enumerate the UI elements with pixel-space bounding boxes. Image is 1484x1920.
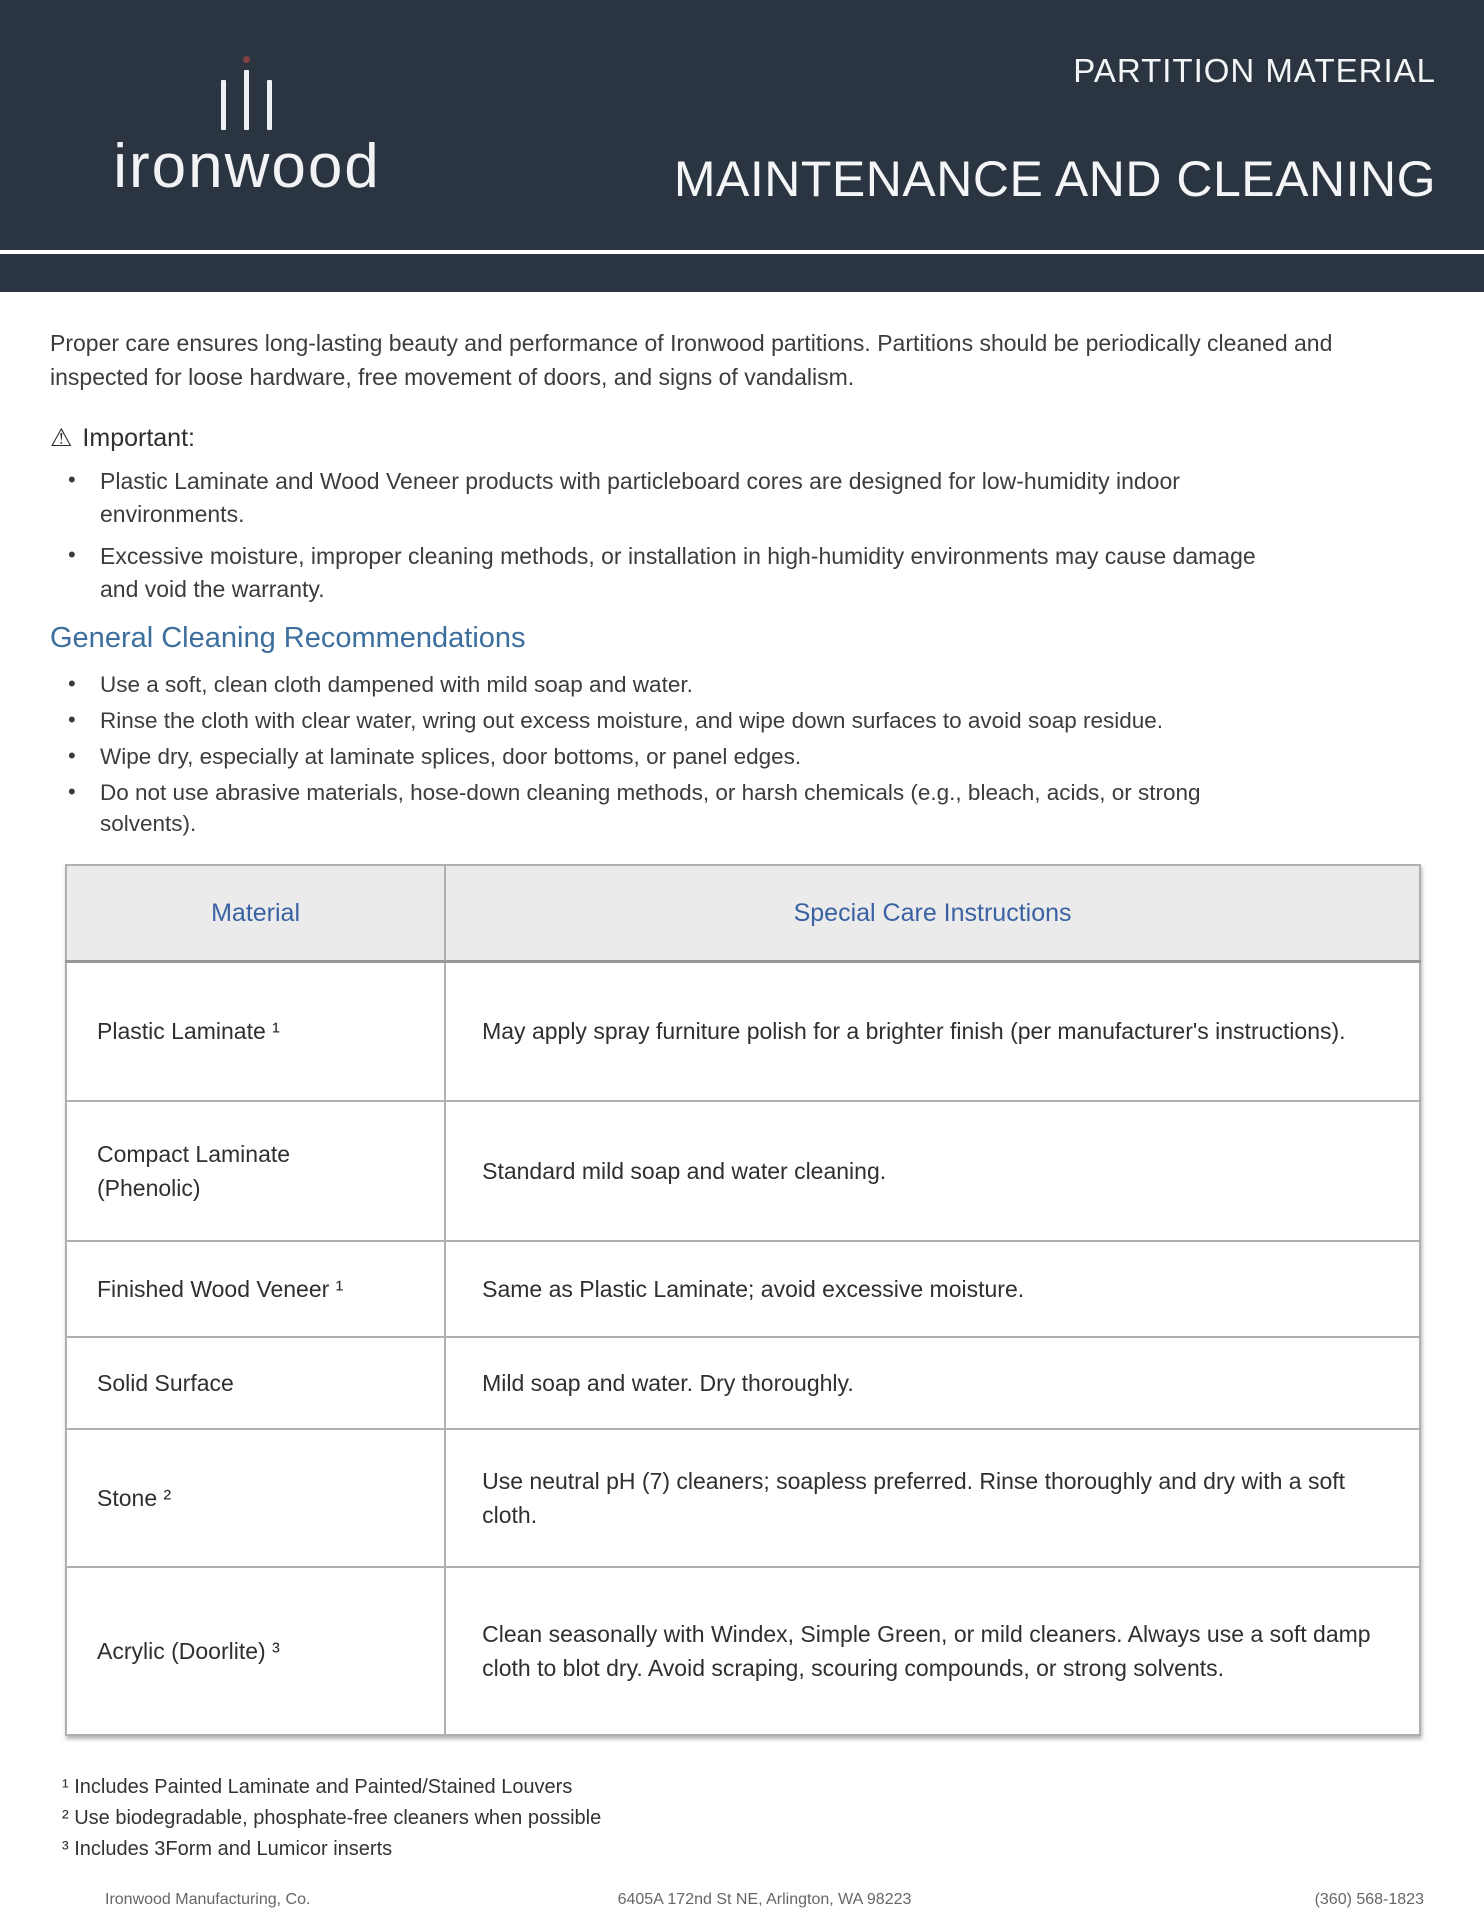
important-bullet-list <box>50 465 1300 606</box>
table-row <box>66 1337 1420 1429</box>
footer-address: 6405A 172nd St NE, Arlington, WA 98223 <box>617 1891 912 1909</box>
general-cleaning-bullet-list <box>50 669 1300 841</box>
logo-bar-middle <box>244 70 249 130</box>
logo-red-dot-icon <box>243 56 250 63</box>
table-header-row <box>66 865 1420 961</box>
list-item: • Plastic Laminate and Wood Veneer products with particleboard cores are designed for low-humidity indoor environments. <box>50 465 1300 530</box>
column-header-instructions: Special Care Instructions <box>445 865 1420 961</box>
document-header <box>0 0 1484 250</box>
footnote: ¹ Includes Painted Laminate and Painted/Stained Louvers <box>62 1776 573 1799</box>
table-row <box>66 1101 1420 1241</box>
footer-phone: (360) 568-1823 <box>1314 1891 1424 1909</box>
instructions-cell: Standard mild soap and water cleaning. <box>445 1101 1420 1241</box>
logo-bar-right <box>267 80 272 130</box>
intro-paragraph: Proper care ensures long-lasting beauty and performance of Ironwood partitions. Partitions should be periodically cleaned and inspected for loose hardware, free movement of doors, and signs of vandalism. <box>50 330 1333 391</box>
table-row <box>66 1241 1420 1337</box>
material-cell: Finished Wood Veneer ¹ <box>66 1241 445 1337</box>
list-item: • Do not use abrasive materials, hose-down cleaning methods, or harsh chemicals (e.g., bleach, acids, or strong solvents). <box>50 777 1300 841</box>
footnote: ² Use biodegradable, phosphate-free cleaners when possible <box>62 1807 602 1830</box>
material-cell: Plastic Laminate ¹ <box>66 961 445 1101</box>
material-cell: Solid Surface <box>66 1337 445 1429</box>
table-row <box>66 961 1420 1101</box>
list-item: • Excessive moisture, improper cleaning methods, or installation in high-humidity environments may cause damage and void the warranty. <box>50 540 1300 605</box>
logo-wordmark: ironwood <box>113 132 381 201</box>
header-bottom-band <box>0 254 1484 292</box>
care-instructions-table <box>65 864 1421 1736</box>
list-item: • Rinse the cloth with clear water, wring out excess moisture, and wipe down surfaces to avoid soap residue. <box>50 705 1300 737</box>
document-body <box>0 326 1484 1865</box>
instructions-cell: Mild soap and water. Dry thoroughly. <box>445 1337 1420 1429</box>
general-cleaning-heading: General Cleaning Recommendations <box>50 621 526 654</box>
footer-company: Ironwood Manufacturing, Co. <box>105 1891 311 1909</box>
material-cell: Compact Laminate (Phenolic) <box>66 1101 445 1241</box>
table-row <box>66 1567 1420 1735</box>
page-title: MAINTENANCE AND CLEANING <box>673 151 1436 207</box>
list-item: • Wipe dry, especially at laminate splices, door bottoms, or panel edges. <box>50 741 1300 773</box>
instructions-cell: Clean seasonally with Windex, Simple Green, or mild cleaners. Always use a soft damp cloth to blot dry. Avoid scraping, scouring compounds, or strong solvents. <box>445 1567 1420 1735</box>
instructions-cell: Same as Plastic Laminate; avoid excessive moisture. <box>445 1241 1420 1337</box>
ironwood-logo <box>62 48 432 201</box>
column-header-material: Material <box>66 865 445 961</box>
logo-bar-left <box>221 80 226 130</box>
instructions-cell: May apply spray furniture polish for a brighter finish (per manufacturer's instructions). <box>445 961 1420 1101</box>
material-cell: Acrylic (Doorlite) ³ <box>66 1567 445 1735</box>
list-item: • Use a soft, clean cloth dampened with mild soap and water. <box>50 669 1300 701</box>
table-row <box>66 1429 1420 1567</box>
important-label: Important: <box>82 424 195 453</box>
important-heading <box>50 424 1434 453</box>
warning-triangle-icon: ⚠ <box>50 424 73 453</box>
instructions-cell: Use neutral pH (7) cleaners; soapless preferred. Rinse thoroughly and dry with a soft cloth. <box>445 1429 1420 1567</box>
ironwood-logo-icon <box>195 48 299 130</box>
material-cell: Stone ² <box>66 1429 445 1567</box>
footnotes <box>62 1772 1434 1865</box>
page-footer <box>0 1891 1484 1909</box>
footnote: ³ Includes 3Form and Lumicor inserts <box>62 1838 393 1861</box>
doc-type-label: PARTITION MATERIAL <box>1073 52 1436 89</box>
